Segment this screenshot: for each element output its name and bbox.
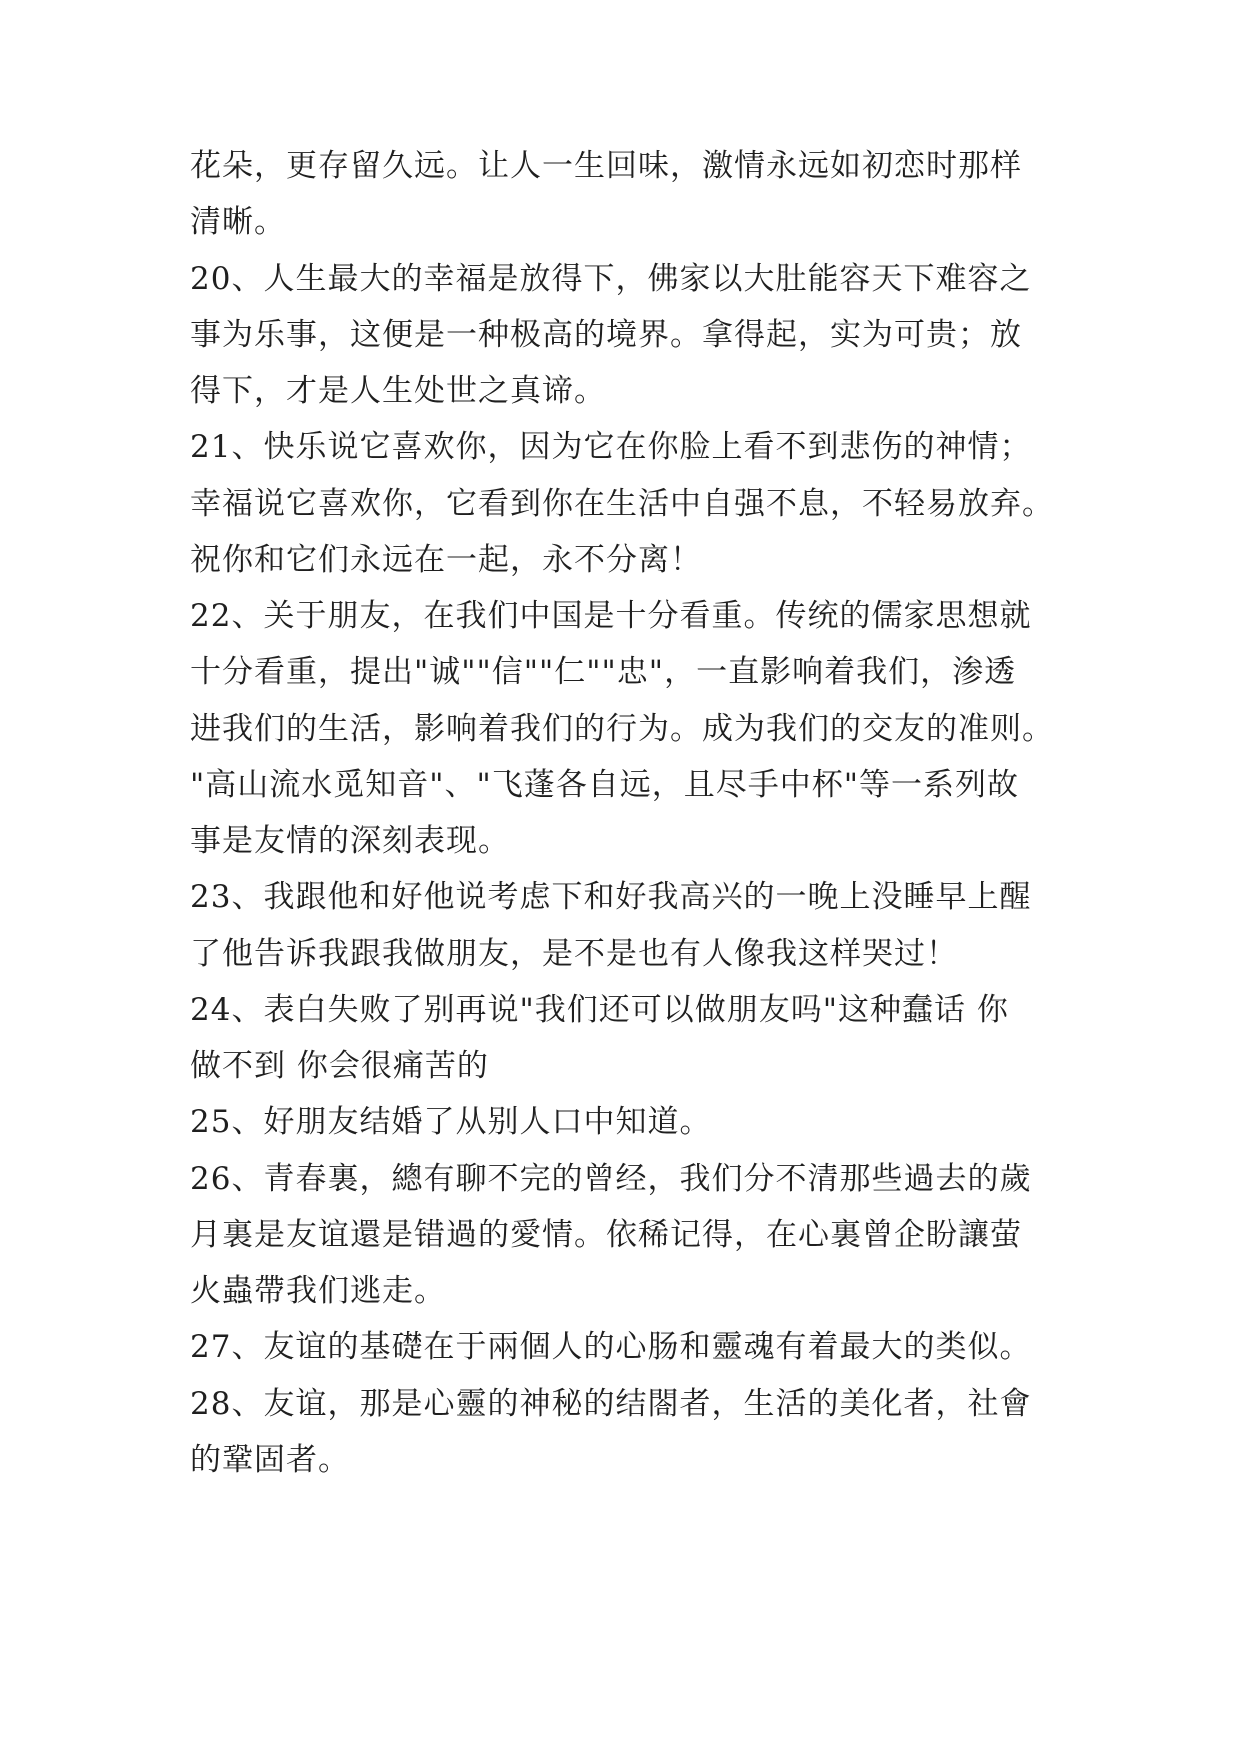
text-line: 清晰。 <box>190 204 286 240</box>
text-line: 的鞏固者。 <box>190 1442 350 1478</box>
text-line: 21、快乐说它喜欢你，因为它在你脸上看不到悲伤的神情； <box>190 429 1032 465</box>
text-line: 24、表白失败了别再说"我们还可以做朋友吗"这种蠢话 你 <box>190 992 1009 1028</box>
text-line: 25、好朋友结婚了从别人口中知道。 <box>190 1104 712 1140</box>
text-line: 进我们的生活，影响着我们的行为。成为我们的交友的准则。 <box>190 711 1054 747</box>
text-line: 20、人生最大的幸福是放得下，佛家以大肚能容天下难容之 <box>190 261 1032 297</box>
text-line: 事为乐事，这便是一种极高的境界。拿得起，实为可贵；放 <box>190 317 1022 353</box>
text-line: 十分看重，提出"诚""信""仁""忠"，一直影响着我们，渗透 <box>190 654 1017 690</box>
text-line: 花朵，更存留久远。让人一生回味，激情永远如初恋时那样 <box>190 148 1022 184</box>
text-line: "高山流水觅知音"、"飞蓬各自远，且尽手中杯"等一系列故 <box>190 767 1020 803</box>
text-line: 做不到 你会很痛苦的 <box>190 1048 489 1084</box>
text-line: 得下，才是人生处世之真谛。 <box>190 373 606 409</box>
text-line: 幸福说它喜欢你，它看到你在生活中自强不息，不轻易放弃。 <box>190 486 1054 522</box>
text-line: 月裏是友谊還是错過的愛情。依稀记得，在心裏曾企盼讓萤 <box>190 1217 1022 1253</box>
text-line: 了他告诉我跟我做朋友，是不是也有人像我这样哭过！ <box>190 936 958 972</box>
text-line: 火蟲帶我们逃走。 <box>190 1273 446 1309</box>
text-line: 祝你和它们永远在一起，永不分离！ <box>190 542 702 578</box>
text-line: 22、关于朋友，在我们中国是十分看重。传统的儒家思想就 <box>190 598 1032 634</box>
text-line: 事是友情的深刻表现。 <box>190 823 510 859</box>
text-line: 28、友谊，那是心靈的神秘的结閤者，生活的美化者，社會 <box>190 1386 1032 1422</box>
text-line: 23、我跟他和好他说考虑下和好我高兴的一晚上没睡早上醒 <box>190 879 1032 915</box>
text-line: 26、青春裏，總有聊不完的曾经，我们分不清那些過去的歲 <box>190 1161 1032 1197</box>
text-line: 27、友谊的基礎在于兩個人的心肠和靈魂有着最大的类似。 <box>190 1329 1032 1365</box>
